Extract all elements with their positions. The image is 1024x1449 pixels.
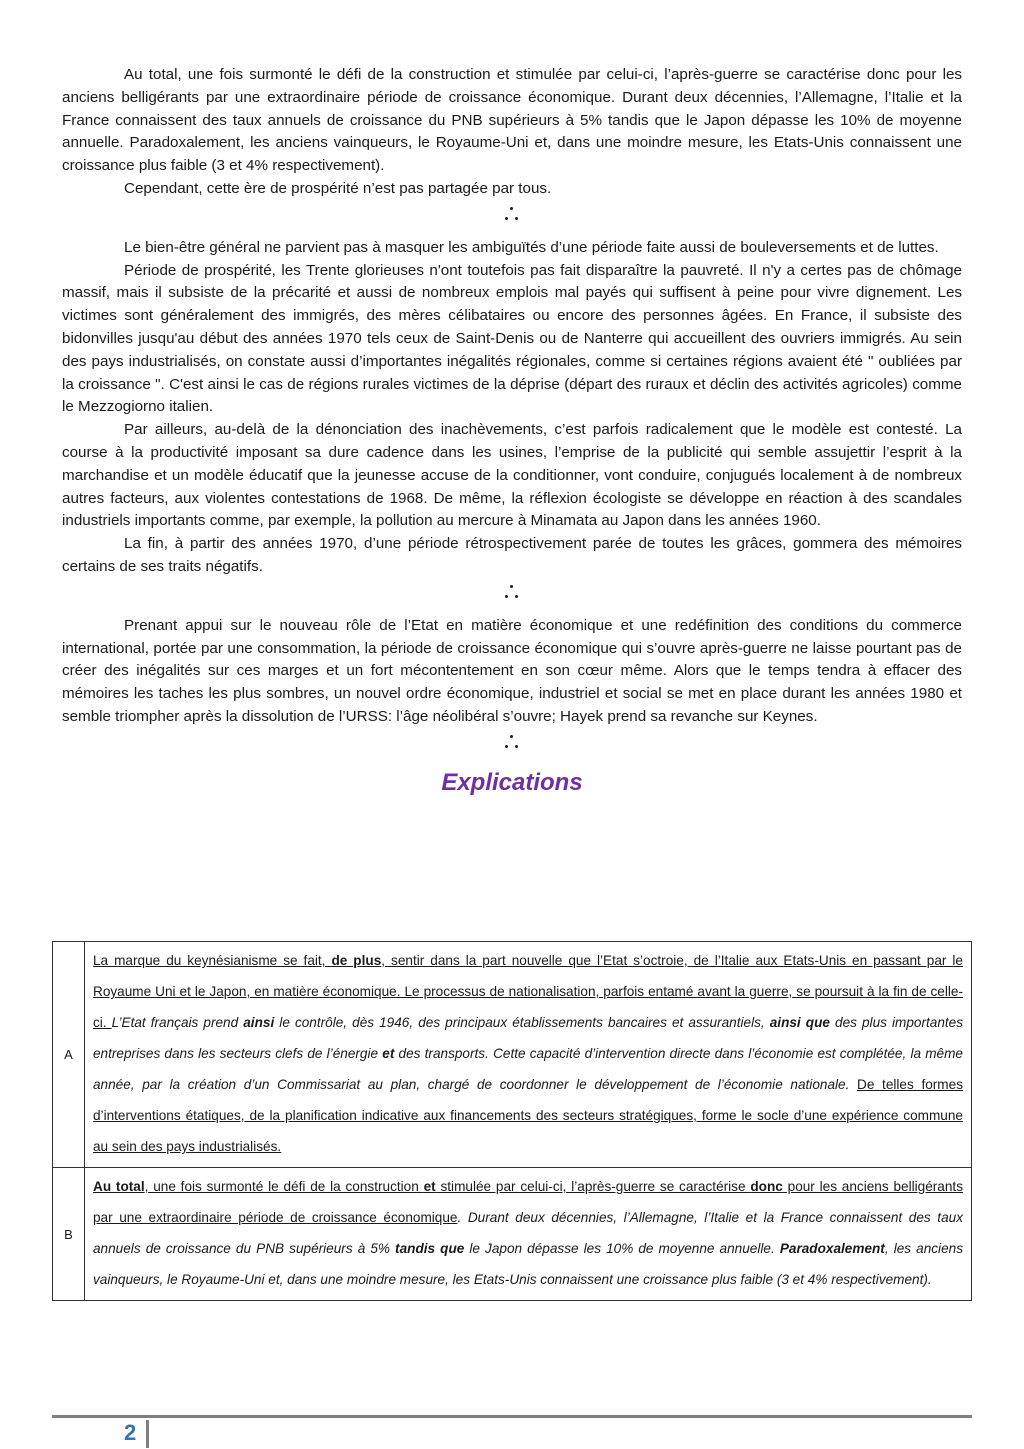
- row-content: [85, 1168, 972, 1301]
- bold-connector: Au total: [93, 1179, 145, 1194]
- row-letter: B: [53, 1168, 85, 1301]
- paragraph: Le bien-être général ne parvient pas à masquer les ambiguïtés d’une période faite aussi de bouleversements et de luttes.: [124, 238, 939, 256]
- underlined-text: La marque du keynésianisme se fait,: [93, 953, 332, 968]
- three-dots-separator-icon: [505, 733, 519, 751]
- paragraph: Par ailleurs, au-delà de la dénonciation des inachèvements, c’est parfois radicalement que le modèle est contesté. La course à la productivité imposant sa dure cadence dans les usines, l’emprise de la publicité qui semble assujettir l’esprit à la marchandise et un modèle éducatif que la jeunesse accuse de la conditionner, vont conduire, conjugués localement à de nombreux autres facteurs, aux violentes contestations de 1968. De même, la réflexion écologiste se développe en réaction à des scandales industriels importants comme, par exemple, la pollution au mercure à Minamata au Japon dans les années 1960.: [62, 421, 962, 530]
- italic-text: des plus importantes entreprises dans les secteurs clefs de l’énergie: [93, 1015, 964, 1061]
- underlined-text: , une fois surmonté le défi de la construction: [144, 1179, 424, 1194]
- bold-connector: et: [423, 1179, 436, 1194]
- section-separator: [62, 583, 962, 605]
- paragraph: Au total, une fois surmonté le défi de la construction et stimulée par celui-ci, l’après-guerre se caractérise donc pour les anciens belligérants par une extraordinaire période de croissance économique. Durant deux décennies, l’Allemagne, l’Italie et la France connaissent des taux annuels de croissance du PNB supérieurs à 5% tandis que le Japon dépasse les 10% de moyenne annuelle. Paradoxalement, les anciens vainqueurs, le Royaume-Uni et, dans une moindre mesure, les Etats-Unis connaissent une croissance plus faible (3 et 4% respectivement).: [62, 66, 962, 175]
- three-dots-separator-icon: [505, 205, 519, 223]
- italic-text: L’Etat français prend: [111, 1015, 244, 1030]
- bold-connector: donc: [750, 1179, 783, 1194]
- bold-connector: tandis que: [395, 1241, 465, 1256]
- paragraph: La fin, à partir des années 1970, d’une période rétrospectivement parée de toutes les grâces, gommera des mémoires certains de ses traits négatifs.: [62, 535, 962, 575]
- three-dots-separator-icon: [505, 583, 519, 601]
- table-row: [53, 1168, 972, 1301]
- explications-table: [52, 941, 972, 1301]
- italic-text: le Japon dépasse les 10% de moyenne annuelle.: [464, 1241, 780, 1256]
- section-separator: [62, 205, 962, 227]
- italic-text: des transports. Cette capacité d’intervention directe dans l’économie est complétée, la même année, par la création d’un Commissariat au plan, chargé de coordonner le développement de l’économie nationale.: [93, 1046, 963, 1092]
- italic-text: . Durant deux décennies, l’Allemagne, l’Italie et la France connaissent des taux annuels de croissance du PNB supérieurs à 5%: [93, 1210, 963, 1256]
- underlined-text: pour les anciens belligérants par une extraordinaire période de croissance économique: [93, 1179, 963, 1225]
- underlined-text: , sentir dans la part nouvelle que l’Etat s’octroie, de l’Italie aux Etats-Unis en passant par le Royaume Uni et le Japon, en matière économique. Le processus de nationalisation, parfois entamé avant la guerre, se poursuit à la fin de celle-ci.: [93, 953, 963, 1030]
- spacer-text: [849, 1077, 857, 1092]
- row-letter: A: [53, 942, 85, 1168]
- footer-divider: [52, 1415, 972, 1418]
- section-separator: [62, 733, 962, 755]
- row-content: [85, 942, 972, 1168]
- bold-connector: ainsi: [243, 1015, 275, 1030]
- underlined-text: De telles formes d’interventions étatiques, de la planification indicative aux financements des secteurs stratégiques, forme le socle d’une expérience commune au sein des pays industrialisés.: [93, 1077, 963, 1154]
- page-number: 2: [124, 1420, 137, 1445]
- paragraph: Prenant appui sur le nouveau rôle de l’Etat en matière économique et une redéfinition des conditions du commerce international, portée par une consommation, la période de croissance économique qui s’ouvre après-guerre ne laisse pourtant pas de créer des inégalités sur ces marges et un fort mécontentement en son cœur même. Alors que le temps tendra à effacer des mémoires les taches les plus sombres, un nouvel ordre économique, industriel et social se met en place durant les années 1980 et semble triompher après la dissolution de l’URSS: l’âge néolibéral s’ouvre; Hayek prend sa revanche sur Keynes.: [62, 616, 962, 725]
- italic-text: , les anciens vainqueurs, le Royaume-Uni et, dans une moindre mesure, les Etats-Unis connaissent une croissance plus faible (3 et 4% respectivement).: [93, 1241, 963, 1287]
- paragraph: Cependant, cette ère de prospérité n’est pas partagée par tous.: [124, 179, 552, 197]
- bold-connector: Paradoxalement: [779, 1241, 885, 1256]
- document-body: [62, 64, 962, 809]
- table-row: [53, 942, 972, 1168]
- bold-connector: de plus: [331, 953, 382, 968]
- paragraph: Période de prospérité, les Trente glorieuses n'ont toutefois pas fait disparaître la pauvreté. Il n'y a certes pas de chômage massif, mais il subsiste de la précarité et aussi de nombreux emplois mal payés qui suffisent à peine pour vivre dignement. Les victimes sont généralement des immigrés, des mères célibataires ou encore des personnes âgées. En France, il subsiste des bidonvilles jusqu'au début des années 1970 tels ceux de Saint-Denis ou de Nanterre qui accueillent des ouvriers immigrés. Au sein des pays industrialisés, on constate aussi d’importantes inégalités régionales, comme si certaines régions avaient été " oubliées par la croissance ". C'est ainsi le cas de régions rurales victimes de la déprise (départ des ruraux et déclin des activités agricoles) comme le Mezzogiorno italien.: [62, 261, 962, 416]
- explications-heading: Explications: [441, 768, 583, 796]
- bold-connector: ainsi que: [769, 1015, 830, 1030]
- italic-text: le contrôle, dès 1946, des principaux établissements bancaires et assurantiels,: [274, 1015, 770, 1030]
- bold-connector: et: [382, 1046, 395, 1061]
- underlined-text: stimulée par celui-ci, l’après-guerre se caractérise: [435, 1179, 751, 1194]
- page-number-bar: [146, 1420, 149, 1448]
